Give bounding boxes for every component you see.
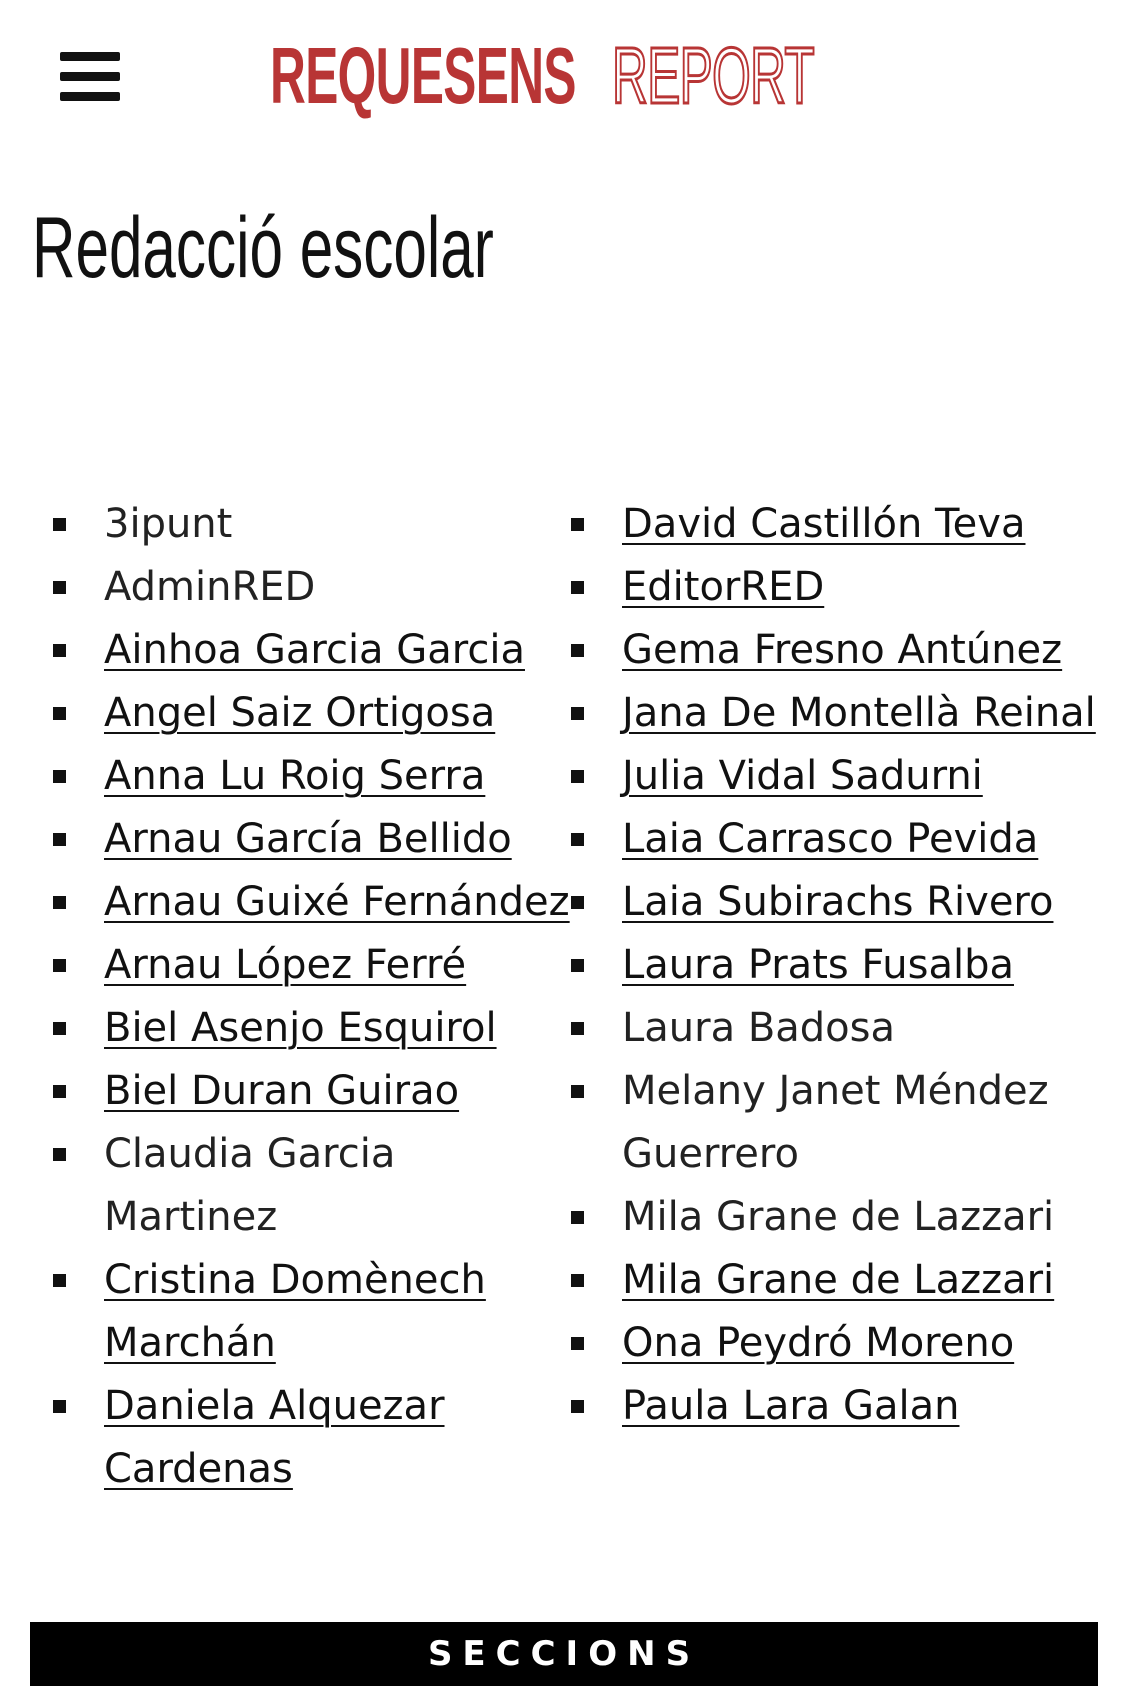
author-list-item	[50, 556, 570, 619]
author-link[interactable]: Angel Saiz Ortigosa	[104, 690, 496, 736]
author-list-item	[50, 682, 570, 745]
sections-button[interactable]	[30, 1622, 1098, 1686]
author-link[interactable]: Cristina Domènech Marchán	[104, 1257, 486, 1366]
author-list-item	[568, 808, 1108, 871]
site-header	[0, 0, 1125, 160]
author-link[interactable]: Ona Peydró Moreno	[622, 1320, 1015, 1366]
author-link[interactable]: David Castillón Teva	[622, 501, 1026, 547]
hamburger-menu-icon[interactable]	[60, 52, 120, 102]
author-name: 3ipunt	[104, 501, 233, 547]
author-list-item	[568, 682, 1108, 745]
logo-main-text: REQUESENS	[270, 31, 576, 120]
author-list-item	[568, 1312, 1108, 1375]
author-list-item	[50, 1123, 570, 1249]
author-link[interactable]: Anna Lu Roig Serra	[104, 753, 486, 799]
author-link[interactable]: Jana De Montellà Reinal	[622, 690, 1096, 736]
author-name: Melany Janet Méndez Guerrero	[622, 1068, 1049, 1177]
author-list-item	[568, 1186, 1108, 1249]
author-list-item	[50, 934, 570, 997]
author-column-right	[568, 493, 1108, 1438]
author-list-item	[50, 997, 570, 1060]
page-title: Redacció escolar	[32, 200, 494, 296]
author-list-item	[50, 808, 570, 871]
author-list-item	[50, 619, 570, 682]
author-link[interactable]: Ainhoa Garcia Garcia	[104, 627, 525, 673]
author-list-item	[50, 493, 570, 556]
author-link[interactable]: Paula Lara Galan	[622, 1383, 960, 1429]
sections-label: SECCIONS	[427, 1634, 701, 1674]
author-list-item	[568, 1375, 1108, 1438]
menu-bar	[60, 52, 120, 61]
author-link[interactable]: Julia Vidal Sadurni	[622, 753, 983, 799]
author-link[interactable]: Laia Subirachs Rivero	[622, 879, 1054, 925]
author-list-item	[568, 619, 1108, 682]
author-list-item	[50, 1249, 570, 1375]
author-name: AdminRED	[104, 564, 316, 610]
author-link[interactable]: Gema Fresno Antúnez	[622, 627, 1063, 673]
author-list-item	[568, 997, 1108, 1060]
author-column-left	[50, 493, 570, 1501]
author-link[interactable]: Biel Asenjo Esquirol	[104, 1005, 497, 1051]
author-link[interactable]: Arnau Guixé Fernández	[104, 879, 570, 925]
author-list-item	[568, 745, 1108, 808]
logo-accent-text: REPORT	[612, 31, 815, 120]
author-link[interactable]: EditorRED	[622, 564, 825, 610]
author-list-item	[50, 1375, 570, 1501]
author-name: Mila Grane de Lazzari	[622, 1194, 1055, 1240]
author-list-item	[568, 934, 1108, 997]
author-name: Laura Badosa	[622, 1005, 895, 1051]
site-logo[interactable]	[270, 30, 870, 130]
author-list-item	[568, 556, 1108, 619]
author-link[interactable]: Arnau García Bellido	[104, 816, 512, 862]
author-list-item	[50, 745, 570, 808]
menu-bar	[60, 92, 120, 101]
author-link[interactable]: Daniela Alquezar Cardenas	[104, 1383, 445, 1492]
author-name: Claudia Garcia Martinez	[104, 1131, 396, 1240]
author-link[interactable]: Biel Duran Guirao	[104, 1068, 460, 1114]
author-list-item	[568, 1249, 1108, 1312]
author-list-item	[50, 871, 570, 934]
author-link[interactable]: Mila Grane de Lazzari	[622, 1257, 1055, 1303]
author-list-item	[50, 1060, 570, 1123]
author-list-item	[568, 493, 1108, 556]
menu-bar	[60, 72, 120, 81]
author-link[interactable]: Arnau López Ferré	[104, 942, 467, 988]
author-list-item	[568, 871, 1108, 934]
author-link[interactable]: Laura Prats Fusalba	[622, 942, 1014, 988]
author-link[interactable]: Laia Carrasco Pevida	[622, 816, 1039, 862]
logo-wordmark	[270, 30, 870, 130]
author-list-item	[568, 1060, 1108, 1186]
